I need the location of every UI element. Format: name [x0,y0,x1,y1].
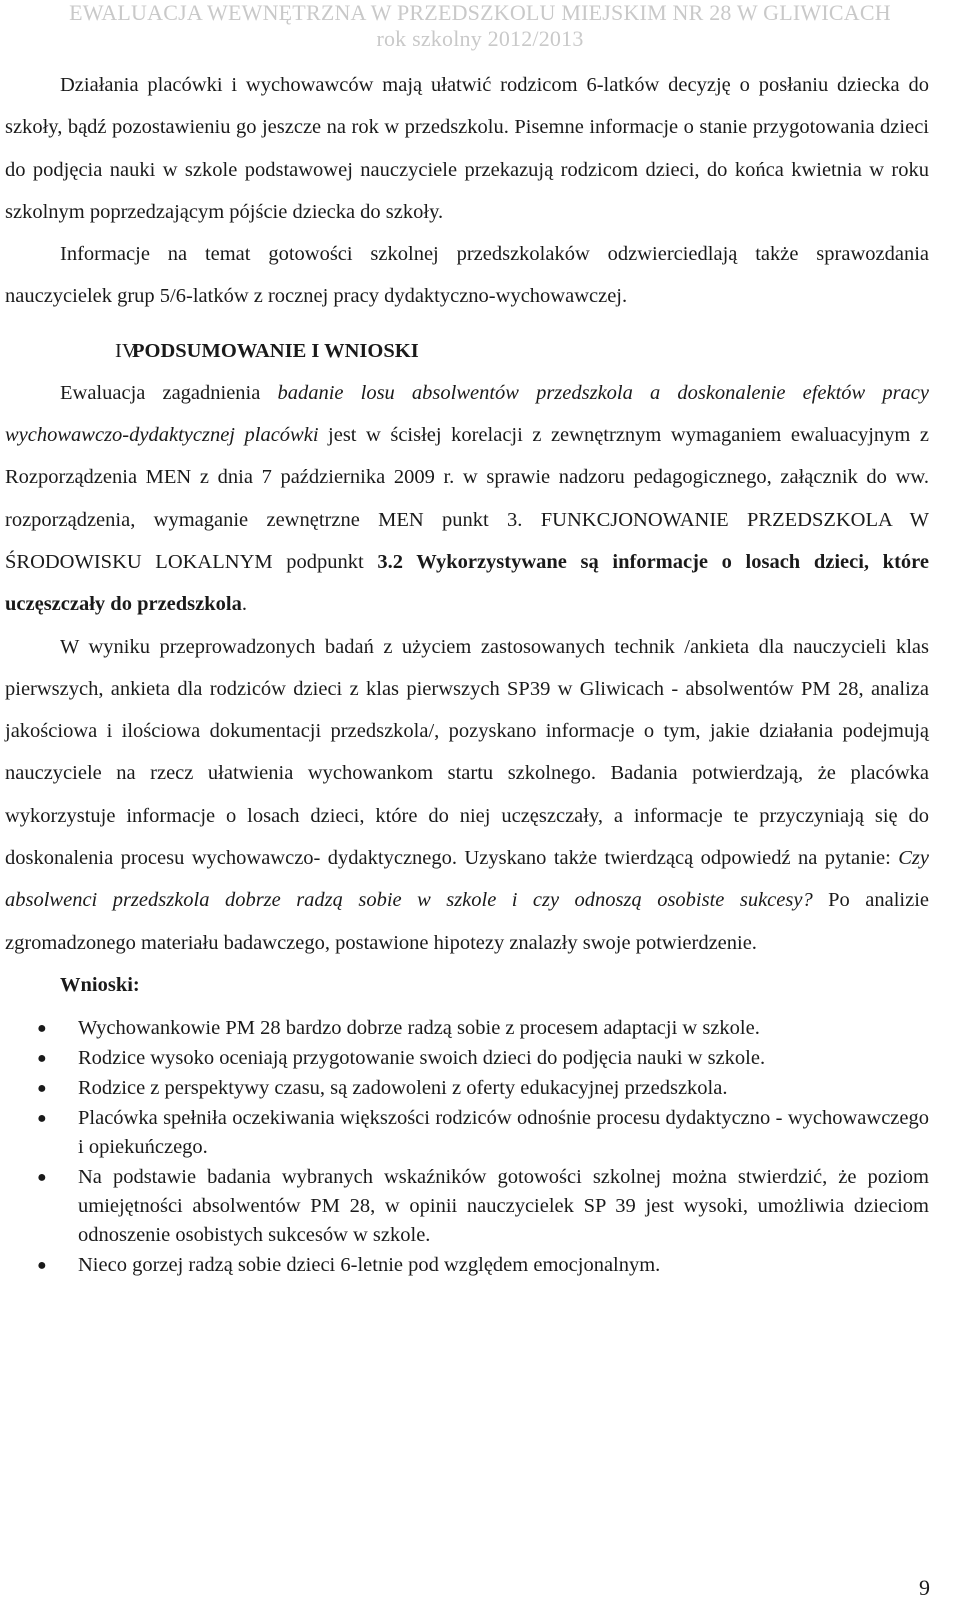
results-text: W wyniku przeprowadzonych badań z użyciem zastosowanych technik /ankieta dla nauczycieli klas pierwszych, ankieta dla rodziców dzieci z klas pierwszych SP39 w Gliwicach - absolwentów PM 28, analiza jakościowa i ilościowa dokumentacji przedszkola/, pozyskano informacje o tym, jakie działania podejmują nauczyciele na rzecz ułatwienia wychowankom startu szkolnego. Badania potwierdzają, że placówka wykorzystuje informacje o losach dzieci, które do niej uczęszczały, a informacje te przyczyniają się do doskonalenia procesu wychowawczo- dydaktycznego. Uzyskano także twierdzącą odpowiedź na pytanie: [5,635,929,870]
page-number: 9 [919,1575,930,1600]
bullet-icon: ● [37,1256,47,1274]
paragraph-school-readiness: Informacje na temat gotowości szkolnej przedszkolaków odzwierciedlają także sprawozdania nauczycielek grup 5/6-latków z rocznej pracy dydaktyczno-wychowawczej. [5,243,929,308]
section-title: PODSUMOWANIE I WNIOSKI [132,339,419,362]
list-item [5,1014,929,1043]
summary-intro: Ewaluacja zagadnienia [60,381,278,404]
results-question: Czy absolwenci przedszkola dobrze radzą sobie w szkole i czy odnoszą osobiste sukcesy? [5,847,929,912]
list-item-text: Placówka spełniła oczekiwania większości rodziców odnośnie procesu dydaktyczno - wychowawczego i opiekuńczego. [78,1106,929,1158]
paragraph-parents-decision: Działania placówki i wychowawców mają ułatwić rodzicom 6-latków decyzję o posłaniu dziecka do szkoły, bądź pozostawieniu go jeszcze na rok w przedszkolu. Pisemne informacje o stanie przygotowania dzieci do podjęcia nauki w szkole podstawowej nauczyciele przekazują rodzicom dzieci, do końca kwietnia w roku szkolnym poprzedzającym pójście dziecka do szkoły. [5,74,929,223]
results-conclusion: Po analizie zgromadzonego materiału badawczego, postawione hipotezy znalazły swoje potwierdzenie. [5,889,929,954]
paragraph-research-results [5,626,929,964]
list-item-text: Na podstawie badania wybranych wskaźników gotowości szkolnej można stwierdzić, że poziom umiejętności absolwentów PM 28, w opinii nauczycielek SP 39 jest wysoki, umożliwia dzieciom odnoszenie osobistych sukcesów w szkole. [78,1165,929,1246]
section-number: IV. [115,339,140,362]
document-body [5,64,929,1281]
header-title: EWALUACJA WEWNĘTRZNA W PRZEDSZKOLU MIEJSKIM NR 28 W GLIWICACH [69,0,891,25]
paragraph-evaluation-summary [5,372,929,626]
summary-end: . [241,593,247,616]
list-item [5,1074,929,1103]
list-item [5,1163,929,1250]
conclusions-list [5,1014,929,1280]
bullet-icon: ● [37,1049,47,1067]
bullet-icon: ● [37,1109,47,1127]
list-item [5,1104,929,1162]
bullet-icon: ● [37,1019,47,1037]
bullet-icon: ● [37,1168,47,1186]
list-item-text: Wychowankowie PM 28 bardzo dobrze radzą sobie z procesem adaptacji w szkole. [78,1016,760,1039]
list-item-text: Nieco gorzej radzą sobie dzieci 6-letnie pod względem emocjonalnym. [78,1253,661,1276]
bullet-icon: ● [37,1079,47,1097]
list-item-text: Rodzice wysoko oceniają przygotowanie swoich dzieci do podjęcia nauki w szkole. [78,1046,766,1069]
section-heading [5,330,929,372]
summary-middle: jest w ścisłej korelacji z zewnętrznym wymaganiem ewaluacyjnym z Rozporządzenia MEN z dnia 7 października 2009 r. w sprawie nadzoru pedagogicznego, załącznik do ww. rozporządzenia, wymaganie zewnętrzne MEN punkt 3. FUNKCJONOWANIE PRZEDSZKOLA W ŚRODOWISKU LOKALNYM podpunkt [5,424,929,573]
header-school-year: rok szkolny 2012/2013 [376,26,584,51]
summary-topic: badanie losu absolwentów przedszkola a doskonalenie efektów pracy wychowawczo-dydaktycznej placówki [5,381,929,447]
page-header [0,0,960,52]
summary-point: 3.2 Wykorzystywane są informacje o losach dzieci, które uczęszczały do przedszkola [5,550,929,616]
conclusions-title: Wnioski: [60,973,140,996]
list-item-text: Rodzice z perspektywy czasu, są zadowoleni z oferty edukacyjnej przedszkola. [78,1076,728,1099]
list-item [5,1044,929,1073]
list-item [5,1251,929,1280]
